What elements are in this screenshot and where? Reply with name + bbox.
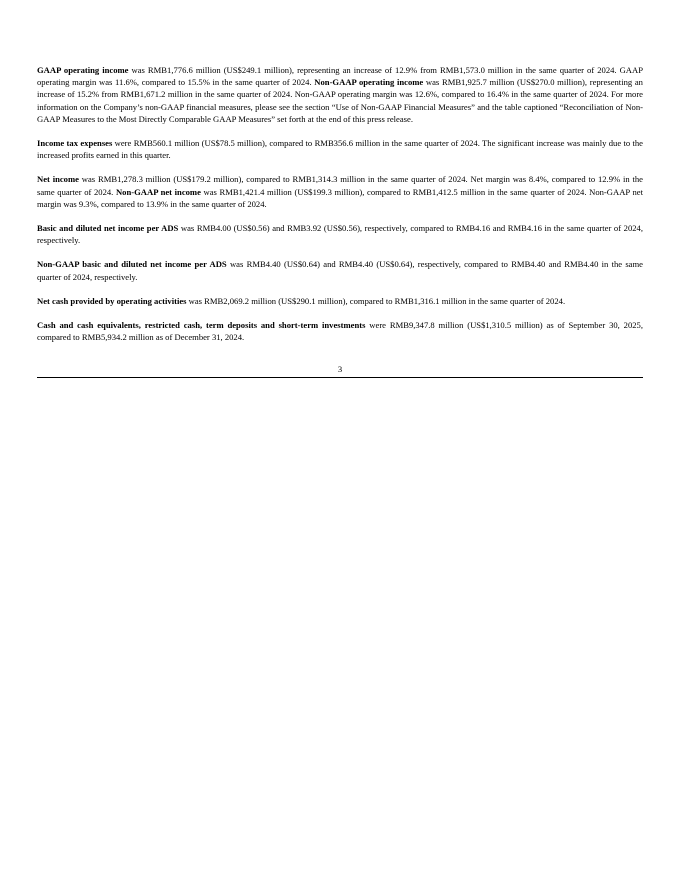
term-non-gaap-net-income: Non-GAAP net income xyxy=(115,186,201,197)
paragraph-non-gaap-net-income-per-ads xyxy=(37,258,643,282)
term-non-gaap-operating-income: Non-GAAP operating income xyxy=(314,77,424,88)
text-cash-and-investments: were RMB9,347.8 million (US$1,310.5 million) as of September 30, 2025, compared to RMB5,934.2 million as of December 31, 2024. xyxy=(37,320,643,343)
paragraph-operating-cash-flow xyxy=(37,295,643,307)
page-number: 3 xyxy=(337,364,343,374)
text-operating-cash-flow: was RMB2,069.2 million (US$290.1 million), compared to RMB1,316.1 million in the same quarter of 2024. xyxy=(186,295,566,306)
paragraph-net-income xyxy=(37,173,643,210)
term-net-income-per-ads: Basic and diluted net income per ADS xyxy=(37,223,179,234)
text-gaap-operating-income: was RMB1,776.6 million (US$249.1 million), representing an increase of 12.9% from RMB1,573.0 million in the same quarter of 2024. GAAP operating margin was 11.6%, compared to 15.5% in the same quarter of 2024. xyxy=(37,65,644,88)
term-gaap-operating-income: GAAP operating income xyxy=(37,65,129,75)
paragraph-income-tax-expenses xyxy=(37,137,643,161)
text-net-income: was RMB1,278.3 million (US$179.2 million), compared to RMB1,314.3 million in the same quarter of 2024. Net margin was 8.4%, compared to 12.9% in the same quarter of 2024. xyxy=(37,174,643,197)
document-body xyxy=(37,64,643,355)
term-non-gaap-net-income-per-ads: Non-GAAP basic and diluted net income per ADS xyxy=(37,259,227,270)
text-net-income-per-ads: was RMB4.00 (US$0.56) and RMB3.92 (US$0.56), respectively, compared to RMB4.16 and RMB4.16 in the same quarter of 2024, respectively. xyxy=(37,223,643,246)
term-net-income: Net income xyxy=(37,174,79,185)
paragraph-gaap-operating-income xyxy=(37,64,643,125)
text-non-gaap-net-income-per-ads: was RMB4.40 (US$0.64) and RMB4.40 (US$0.64), respectively, compared to RMB4.40 and RMB4.40 in the same quarter of 2024, respectively. xyxy=(37,259,643,282)
footer-divider xyxy=(37,377,643,378)
text-income-tax-expenses: were RMB560.1 million (US$78.5 million), compared to RMB356.6 million in the same quarter of 2024. The significant increase was mainly due to the increased profits earned in this quarter. xyxy=(37,138,643,161)
text-non-gaap-net-income: was RMB1,421.4 million (US$199.3 million), compared to RMB1,412.5 million in the same quarter of 2024. Non-GAAP net margin was 9.3%, compared to 13.9% in the same quarter of 2024. xyxy=(37,186,643,209)
text-non-gaap-operating-income: was RMB1,925.7 million (US$270.0 million), representing an increase of 15.2% from RMB1,671.2 million in the same quarter of 2024. Non-GAAP operating margin was 12.6%, compared to 16.4% in the same quarter of 2024. For more information on the Company’s non-GAAP financial measures, please see the section “Use of Non-GAAP Financial Measures” and the table captioned “Reconciliation of Non-GAAP Measures to the Most Directly Comparable GAAP Measures” set forth at the end of this press release. xyxy=(37,77,643,124)
paragraph-net-income-per-ads xyxy=(37,222,643,246)
term-cash-and-investments: Cash and cash equivalents, restricted cash, term deposits and short-term investments xyxy=(37,320,366,331)
term-operating-cash-flow: Net cash provided by operating activities xyxy=(37,295,187,306)
paragraph-cash-and-investments xyxy=(37,319,643,343)
term-income-tax-expenses: Income tax expenses xyxy=(37,138,113,149)
